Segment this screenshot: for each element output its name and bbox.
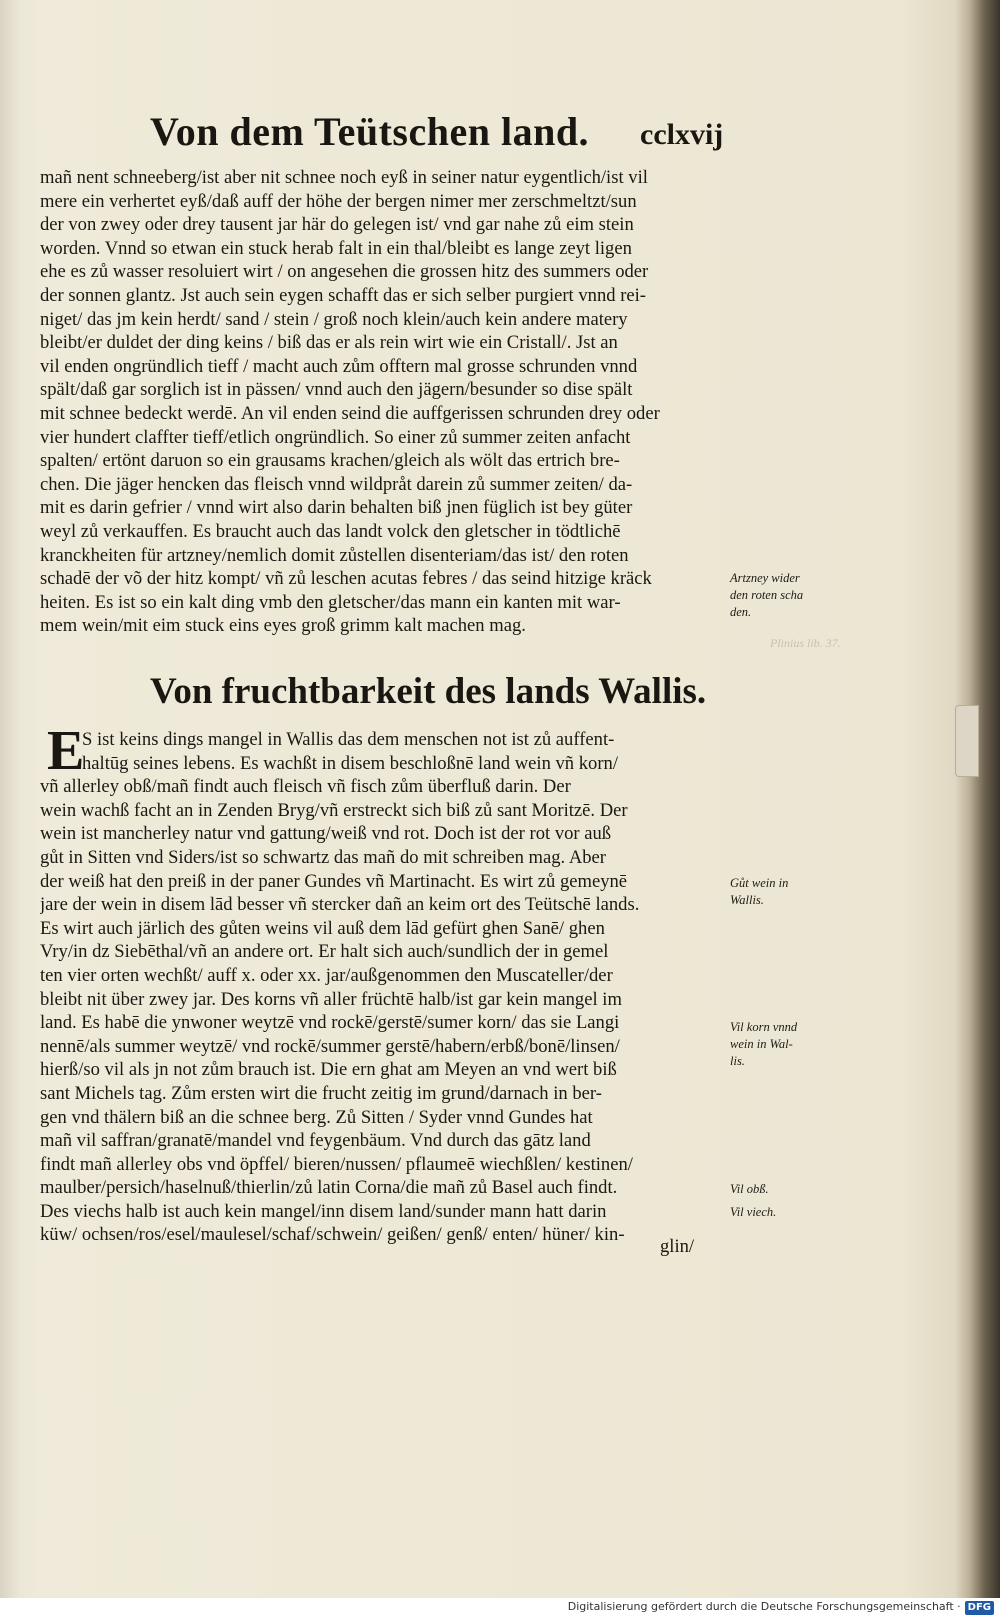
note-line: Wallis.	[730, 893, 764, 907]
text-line: nennē/als summer weytzē/ vnd rockē/summer gerstē/habern/erbß/bonē/linsen/	[40, 1035, 620, 1057]
text-line: Es wirt auch järlich des gůten weins vil auß dem lād gefürt ghen Sanē/ ghen	[40, 917, 605, 939]
text-line: chen. Die jäger hencken das fleisch vnnd wildpråt darein zů summer zeiten/ da-	[40, 473, 633, 495]
text-line: vier hundert claffter tieff/etlich ongründlich. So einer zů summer zeiten anfacht	[40, 426, 631, 448]
bleed-through-note: Plinius lib. 37.	[770, 636, 841, 650]
text-line: schadē der võ der hitz kompt/ vñ zů leschen acutas febres / das seind hitzige kräck	[40, 568, 652, 590]
text-line: findt mañ allerley obs vnd öpffel/ bieren/nussen/ pflaumeē wiechßlen/ kestinen/	[40, 1153, 633, 1175]
text-line: bleibt nit über zwey jar. Des korns vñ aller früchtē halb/ist gar kein mangel im	[40, 988, 622, 1010]
text-line: mere ein verhertet eyß/daß auff der höhe der bergen nimer mer zerschmeltzt/sun	[40, 190, 637, 212]
text-line: spält/daß gar sorglich ist in pässen/ vnnd auch den jägern/besunder so dise spält	[40, 379, 633, 401]
text-line: jare der wein in disem lād besser vñ stercker dañ an keim ort des Teütschē lands.	[40, 894, 640, 916]
text-line: Des viechs halb ist auch kein mangel/inn disem land/sunder mann hatt darin	[40, 1200, 607, 1222]
margin-note-fruit	[730, 1181, 822, 1198]
text-line: mem wein/mit eim stuck eins eyes groß grimm kalt machen mag.	[40, 615, 526, 637]
note-line: wein in Wal-	[730, 1037, 793, 1051]
note-line: Artzney wider	[730, 571, 800, 585]
text-line: ten vier orten wechßt/ auff x. oder xx. jar/außgenommen den Muscateller/der	[40, 964, 613, 986]
dfg-logo: DFG	[965, 1601, 994, 1615]
text-line: heiten. Es ist so ein kalt ding vmb den gletscher/das mann ein kanten mit war-	[40, 591, 621, 613]
text-line: wein ist mancherley natur vnd gattung/weiß vnd rot. Doch ist der rot vor auß	[40, 823, 612, 845]
text-line: kranckheiten für artzney/nemlich domit zůstellen disenteriam/das ist/ den roten	[40, 544, 629, 566]
text-line: mit schnee bedeckt werdē. An vil enden seind die auffgerissen schrunden drey oder	[40, 402, 660, 424]
text-line: mañ vil saffran/granatē/mandel vnd feygenbäum. Vnd durch das gātz land	[40, 1130, 591, 1152]
text-line: gen vnd thälern biß an die schnee berg. Zů Sitten / Syder vnnd Gundes hat	[40, 1106, 593, 1128]
folio-number: cclxvij	[640, 118, 724, 151]
text-line: der von zwey oder drey tausent jar här do gelegen ist/ vnd gar nahe zů eim stein	[40, 214, 634, 236]
note-line: Gůt wein in	[730, 876, 789, 890]
text-line: der sonnen glantz. Jst auch sein eygen schafft das er sich selber purgiert vnnd rei-	[40, 284, 647, 306]
text-line: weyl zů verkauffen. Es braucht auch das landt volck den gletscher in tödtlichē	[40, 520, 621, 542]
text-line: küw/ ochsen/ros/esel/maulesel/schaf/schwein/ geißen/ genß/ enten/ hüner/ kin-	[40, 1224, 625, 1246]
text-line: mañ nent schneeberg/ist aber nit schnee noch eyß in seiner natur eygentlich/ist vil	[40, 167, 648, 188]
text-line: bleibt/er duldet der ding keins / biß das er als rein wirt wie ein Cristall/. Jst an	[40, 332, 618, 354]
text-line: S ist keins dings mangel in Wallis das dem menschen not ist zů auffent-	[82, 729, 615, 750]
text-line: mit es darin gefrier / vnnd wirt also darin behalten biß jnen füglich ist bey güter	[40, 497, 633, 519]
text-line: gůt in Sitten vnd Siders/ist so schwartz das mañ do mit schreiben mag. Aber	[40, 846, 606, 868]
digitization-footer	[0, 1598, 1000, 1616]
note-line: den.	[730, 605, 752, 619]
note-line: Vil korn vnnd	[730, 1020, 798, 1034]
text-line: land. Es habē die ynwoner weytzē vnd rockē/gerstē/sumer korn/ das sie Langi	[40, 1012, 620, 1034]
section-title: Von fruchtbarkeit des lands Wallis.	[150, 671, 707, 712]
margin-note-medicine	[730, 570, 822, 621]
note-line: lis.	[730, 1054, 745, 1068]
note-line: Vil viech.	[730, 1205, 777, 1219]
note-line: Vil obß.	[730, 1182, 769, 1196]
text-line: haltūg seines lebens. Es wachßt in disem beschloßnē land wein vñ korn/	[82, 752, 619, 774]
text-line: spalten/ ertönt daruon so ein grausams krachen/gleich als wölt das ertrich bre-	[40, 450, 620, 472]
text-line: vil enden ongründlich tieff / macht auch zům offtern mal grosse schrunden vnnd	[40, 355, 638, 377]
body-paragraph-1	[40, 166, 730, 638]
margin-note-livestock	[730, 1204, 822, 1221]
text-line: niget/ das jm kein herdt/ sand / stein / groß noch klein/auch kein andere matery	[40, 308, 628, 330]
text-line: der weiß hat den preiß in der paner Gundes vñ Martinacht. Es wirt zů gemeynē	[40, 870, 628, 892]
text-line: wein wachß facht an in Zenden Bryg/vñ erstreckt sich biß zů sant Moritzē. Der	[40, 799, 628, 821]
page-tab-marker	[955, 705, 979, 777]
running-header: Von dem Teütschen land.	[150, 109, 590, 154]
body-paragraph-2	[40, 720, 730, 1247]
margin-note-grain	[730, 1019, 822, 1070]
text-line: ehe es zů wasser resoluiert wirt / on angesehen die grossen hitz des summers oder	[40, 261, 649, 283]
text-line: vñ allerley obß/mañ findt auch fleisch vñ fisch zům überfluß darin. Der	[40, 776, 571, 798]
text-line: worden. Vnnd so etwan ein stuck herab falt in ein thal/bleibt es lange zeyt ligen	[40, 237, 632, 259]
text-line: Vry/in dz Siebēthal/vñ an andere ort. Er halt sich auch/sundlich der in gemel	[40, 941, 609, 963]
footer-text: Digitalisierung gefördert durch die Deutsche Forschungsgemeinschaft ·	[567, 1600, 961, 1613]
drop-capital: E	[47, 720, 85, 782]
note-line: den roten scha	[730, 588, 804, 602]
text-line: hierß/so vil als jn not zům brauch ist. Die ern ghat am Meyen an vnd wert biß	[40, 1059, 617, 1081]
text-line: maulber/persich/haselnuß/thierlin/zů latin Corna/die mañ zů Basel auch findt.	[40, 1177, 618, 1199]
margin-note-wine	[730, 875, 822, 909]
text-line: sant Michels tag. Zům ersten wirt die frucht zeitig im grund/darnach in ber-	[40, 1082, 602, 1104]
catchword: glin/	[660, 1236, 695, 1257]
